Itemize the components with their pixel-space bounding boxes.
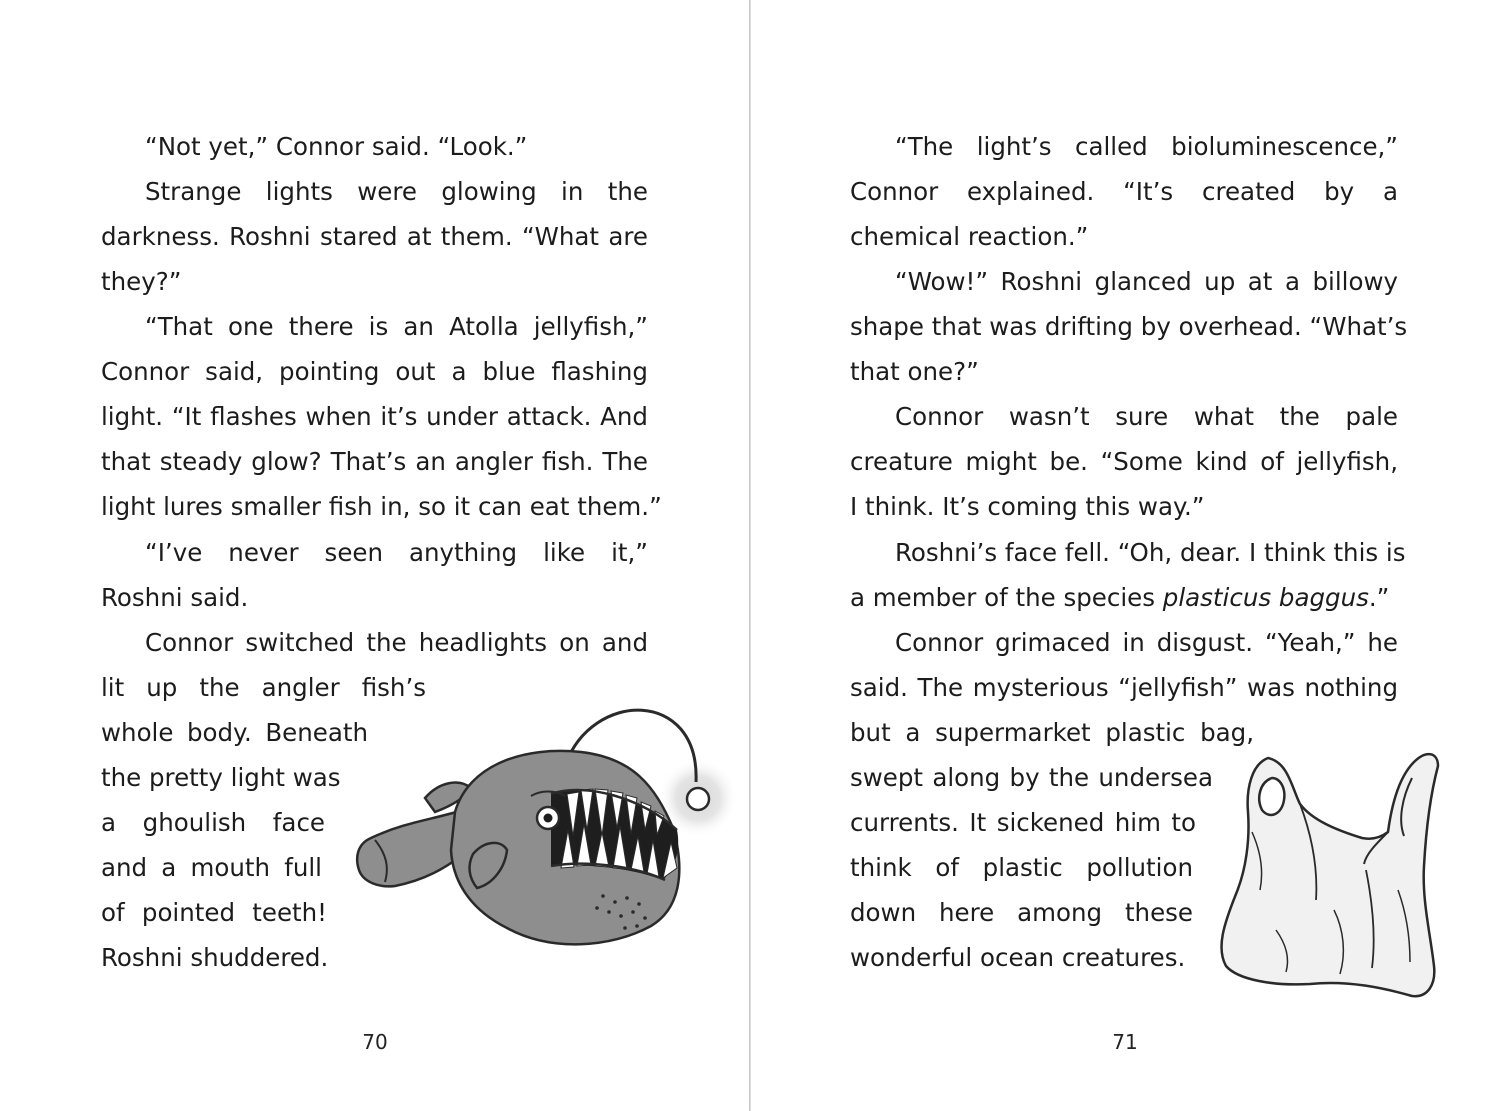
text-line: that steady glow? That’s an angler fish. The — [101, 447, 648, 476]
text-line: Strange lights were glowing in the — [145, 177, 648, 206]
text-line: light. “It flashes when it’s under attack. And — [101, 402, 648, 431]
species-name: plasticus baggus — [1162, 583, 1369, 612]
text-line: Connor wasn’t sure what the pale — [895, 402, 1398, 431]
text-line: shape that was drifting by overhead. “What’s — [850, 312, 1408, 341]
plastic-bag-illustration — [1216, 740, 1456, 1000]
text-line: and a mouth full — [101, 853, 322, 882]
text-line: darkness. Roshni stared at them. “What are — [101, 222, 648, 251]
text-line: “I’ve never seen anything like it,” — [145, 538, 648, 567]
text-run: .” — [1368, 583, 1390, 612]
text-line: currents. It sickened him to — [850, 808, 1196, 837]
text-line: Roshni shuddered. — [101, 943, 329, 972]
text-line: Connor grimaced in disgust. “Yeah,” he — [895, 628, 1398, 657]
text-line: a ghoulish face — [101, 808, 325, 837]
text-line: “That one there is an Atolla jellyfish,” — [145, 312, 648, 341]
text-line: “Not yet,” Connor said. “Look.” — [145, 132, 528, 161]
text-line: Roshni said. — [101, 583, 249, 612]
text-line: of pointed teeth! — [101, 898, 327, 927]
text-line: “The light’s called bioluminescence,” — [895, 132, 1398, 161]
text-line: Connor switched the headlights on and — [145, 628, 648, 657]
text-line: down here among these — [850, 898, 1193, 927]
text-line: whole body. Beneath — [101, 718, 368, 747]
right-page — [751, 0, 1500, 1111]
text-line: Connor explained. “It’s created by a — [850, 177, 1398, 206]
left-page — [0, 0, 749, 1111]
text-line: light lures smaller fish in, so it can eat them.” — [101, 492, 662, 521]
text-line: but a supermarket plastic bag, — [850, 718, 1254, 747]
text-run: a member of the species — [850, 583, 1163, 612]
text-line: Roshni’s face fell. “Oh, dear. I think this is — [895, 538, 1406, 567]
text-line: wonderful ocean creatures. — [850, 943, 1186, 972]
page-number: 71 — [1112, 1030, 1138, 1054]
text-line: the pretty light was — [101, 763, 341, 792]
text-line: I think. It’s coming this way.” — [850, 492, 1205, 521]
angler-fish-illustration — [355, 690, 745, 965]
text-line: swept along by the undersea — [850, 763, 1213, 792]
page-number: 70 — [362, 1030, 388, 1054]
text-line: Connor said, pointing out a blue flashing — [101, 357, 648, 386]
text-line: they?” — [101, 267, 182, 296]
text-line: that one?” — [850, 357, 979, 386]
text-line: chemical reaction.” — [850, 222, 1089, 251]
text-line — [850, 575, 1389, 620]
text-line: “Wow!” Roshni glanced up at a billowy — [895, 267, 1398, 296]
text-line: think of plastic pollution — [850, 853, 1193, 882]
text-line: creature might be. “Some kind of jellyfish, — [850, 447, 1398, 476]
text-line: said. The mysterious “jellyfish” was nothing — [850, 673, 1398, 702]
text-line: lit up the angler fish’s — [101, 673, 426, 702]
